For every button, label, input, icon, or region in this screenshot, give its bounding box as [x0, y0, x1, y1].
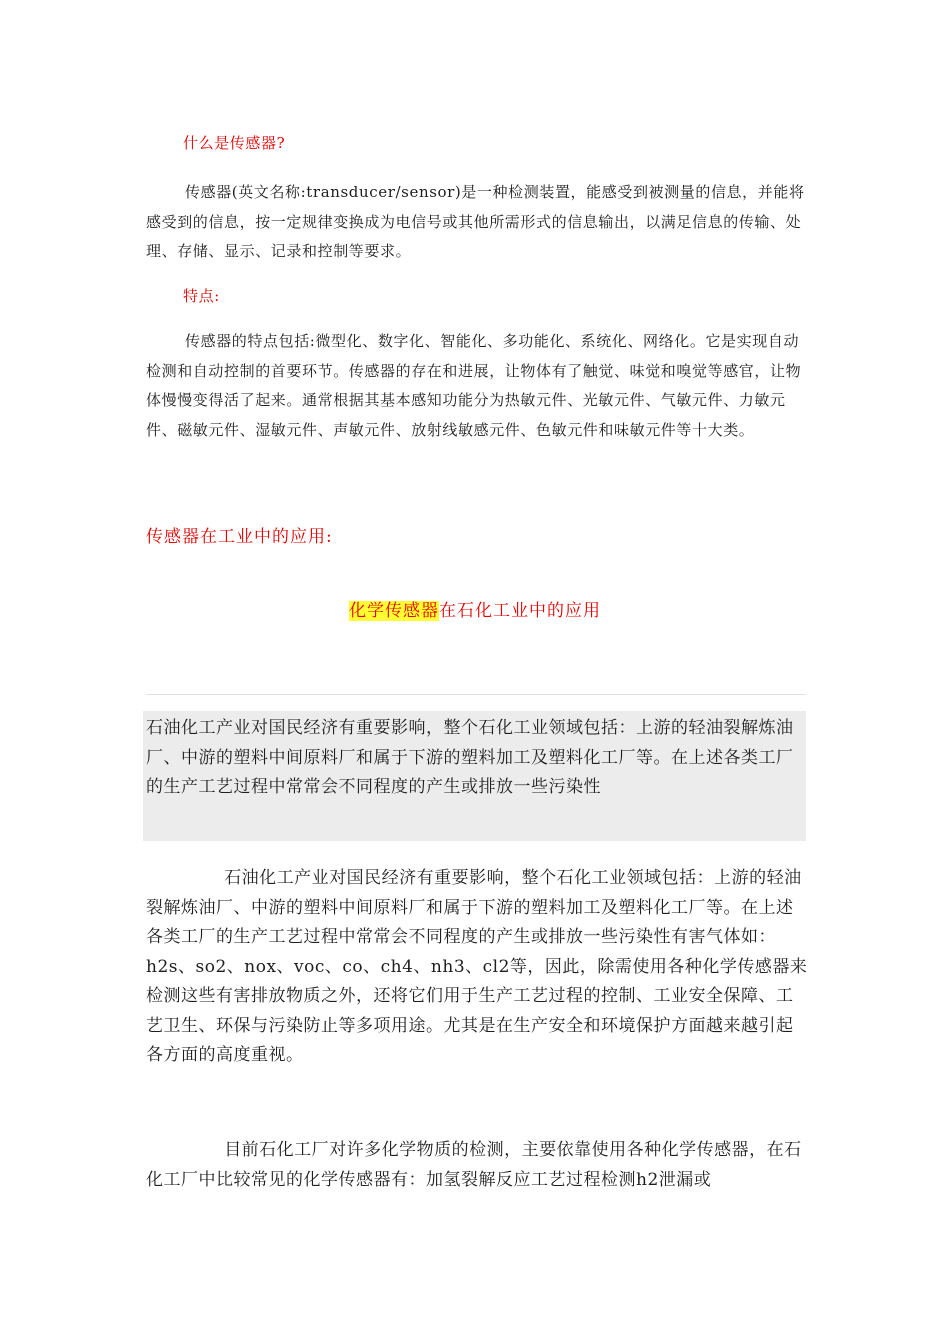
- summary-box: [143, 711, 806, 841]
- body-paragraph-1: 石油化工产业对国民经济有重要影响，整个石化工业领域包括：上游的轻油裂解炼油厂、中游的塑料中间原料厂和属于下游的塑料加工及塑料化工厂等。在上述各类工厂的生产工艺过程中常常会不同程度的产生或排放一些污染性有害气体如：h2s、so2、nox、voc、co、ch4、nh3、cl2等，因此，除需使用各种化学传感器来检测这些有害排放物质之外，还将它们用于生产工艺过程的控制、工业安全保障、工艺卫生、环保与污染防止等多项用途。尤其是在生产安全和环境保护方面越来越引起各方面的高度重视。: [146, 868, 808, 1065]
- divider-line: [146, 694, 806, 695]
- heading-industry-application: 传感器在工业中的应用:: [146, 527, 333, 547]
- heading-features: 特点:: [183, 287, 220, 305]
- subtitle-rest: 在石化工业中的应用: [439, 601, 601, 621]
- body-paragraph-2: 目前石化工厂对许多化学物质的检测，主要依靠使用各种化学传感器，在石化工厂中比较常见的化学传感器有：加氢裂解反应工艺过程检测h2泄漏或: [146, 1140, 802, 1190]
- summary-text: 石油化工产业对国民经济有重要影响，整个石化工业领域包括：上游的轻油裂解炼油厂、中游的塑料中间原料厂和属于下游的塑料加工及塑料化工厂等。在上述各类工厂的生产工艺过程中常常会不同程度的产生或排放一些污染性: [146, 718, 794, 797]
- subtitle-highlight: 化学传感器: [349, 601, 439, 621]
- article-subtitle: [0, 596, 950, 621]
- heading-what-is-sensor: 什么是传感器?: [183, 134, 286, 152]
- definition-paragraph: 传感器(英文名称:transducer/sensor)是一种检测装置，能感受到被测量的信息，并能将感受到的信息，按一定规律变换成为电信号或其他所需形式的信息输出，以满足信息的传输、处理、存储、显示、记录和控制等要求。: [146, 183, 805, 260]
- features-paragraph: 传感器的特点包括:微型化、数字化、智能化、多功能化、系统化、网络化。它是实现自动检测和自动控制的首要环节。传感器的存在和进展，让物体有了触觉、味觉和嗅觉等感官，让物体慢慢变得活了起来。通常根据其基本感知功能分为热敏元件、光敏元件、气敏元件、力敏元件、磁敏元件、湿敏元件、声敏元件、放射线敏感元件、色敏元件和味敏元件等十大类。: [146, 332, 802, 439]
